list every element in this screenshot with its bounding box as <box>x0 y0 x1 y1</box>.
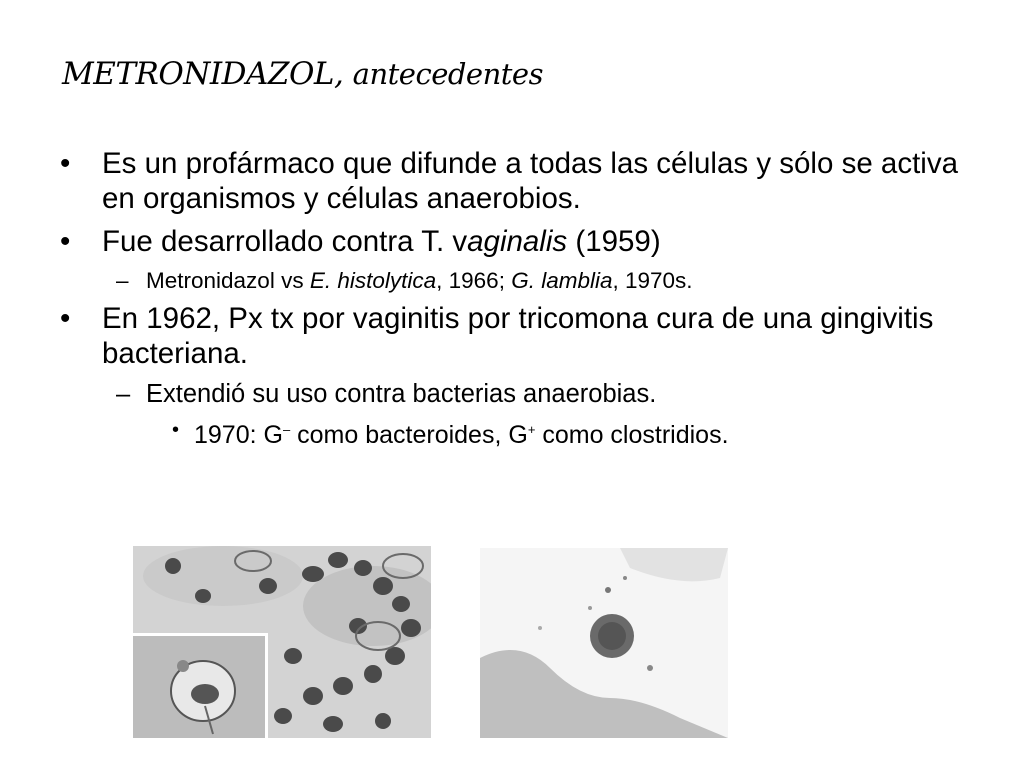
bullet-1962 <box>60 301 990 371</box>
species-lamblia: G. lamblia <box>511 268 613 293</box>
bullet-text-post: (1959) <box>567 225 661 258</box>
bullet-text-pre: Fue desarrollado contra T. v <box>102 225 468 258</box>
title-subtitle: antecedentes <box>352 57 543 91</box>
dash-marker: – <box>116 380 131 408</box>
bullet-marker: • <box>172 419 180 441</box>
micrograph-trichomonas <box>133 546 431 738</box>
micrograph-amoeba-image <box>480 548 728 738</box>
species-histolytica: E. histolytica <box>309 268 437 293</box>
text-post: como clostridios. <box>535 421 729 449</box>
bullet-prodrug <box>60 146 990 216</box>
micrograph-amoeba <box>480 548 728 738</box>
dash-marker: – <box>116 268 129 293</box>
title-main: METRONIDAZOL, <box>62 56 344 92</box>
bullet-marker: • <box>60 147 71 180</box>
subbullet-text: Extendió su uso contra bacterias anaerobias. <box>146 380 657 408</box>
trichomonas-inset-image <box>133 636 265 738</box>
micrograph-inset <box>133 633 268 738</box>
subsubbullet-1970 <box>60 415 990 450</box>
subbullet-anaerobes <box>60 379 990 409</box>
subbullet-text-pre: Metronidazol vs <box>146 268 310 293</box>
bullet-developed <box>60 224 990 259</box>
bullet-marker: • <box>60 225 71 258</box>
bullet-marker: • <box>60 302 71 335</box>
slide-title <box>62 56 543 92</box>
text-pre: 1970: G <box>194 421 283 449</box>
gram-negative-sup: – <box>282 422 291 437</box>
gram-positive-sup: + <box>527 422 536 437</box>
subbullet-histolytica <box>60 267 990 295</box>
text-mid: como bacteroides, G <box>290 421 528 449</box>
bullet-text: En 1962, Px tx por vaginitis por tricomona cura de una gingivitis bacteriana. <box>102 302 934 370</box>
bullet-text: Es un profármaco que difunde a todas las células y sólo se activa en organismos y células anaerobios. <box>102 147 958 215</box>
bullet-text-italic: aginalis <box>467 225 568 258</box>
slide-content <box>60 146 990 456</box>
subbullet-text-mid: , 1966; <box>436 268 512 293</box>
subbullet-text-post: , 1970s. <box>612 268 693 293</box>
